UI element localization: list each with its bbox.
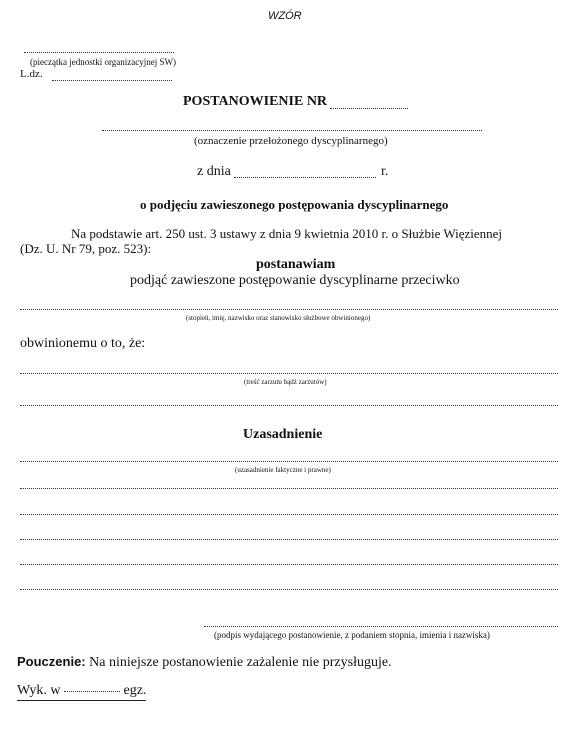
wzor-label: WZÓR: [268, 10, 302, 22]
signature-caption: (podpis wydającego postanowienie, z podaniem stopnia, imienia i nazwiska): [214, 630, 490, 640]
legal-basis-line-2: (Dz. U. Nr 79, poz. 523):: [20, 241, 152, 256]
stamp-dotted-line: [24, 52, 174, 53]
date-suffix: r.: [381, 164, 389, 179]
justification-dotted-line-3: [20, 514, 558, 515]
signature-dotted-line: [204, 626, 558, 627]
decision-title: POSTANOWIENIE NR: [183, 94, 328, 109]
justification-dotted-line-5: [20, 564, 558, 565]
superior-dotted-line: [102, 130, 482, 131]
accused-label: obwinionemu o to, że:: [20, 336, 146, 351]
justification-dotted-line-1: [20, 461, 558, 462]
justification-dotted-line-6: [20, 589, 558, 590]
justification-dotted-line-4: [20, 539, 558, 540]
justification-dotted-line-2: [20, 488, 558, 489]
instruction-text: Na niniejsze postanowienie zażalenie nie przysługuje.: [89, 655, 392, 670]
person-dotted-line: [20, 309, 558, 310]
date-prefix: z dnia: [197, 164, 231, 179]
charge-caption: (treść zarzutu bądź zarzutów): [244, 378, 327, 386]
stamp-caption: (pieczątka jednostki organizacyjnej SW): [30, 57, 177, 67]
ldz-label: L.dz.: [20, 68, 43, 80]
justification-caption: (uzasadnienie faktyczne i prawne): [235, 466, 331, 474]
subject-line: o podjęciu zawieszonego postępowania dyscyplinarnego: [140, 197, 449, 212]
decision-number-line: [330, 108, 408, 109]
instruction-label: Pouczenie:: [17, 654, 86, 669]
copies-dots: [64, 691, 120, 692]
copies-suffix: egz.: [123, 683, 147, 698]
charge-dotted-line-2: [20, 405, 558, 406]
ldz-dotted-line: [52, 80, 172, 81]
copies-prefix: Wyk. w: [17, 683, 61, 698]
charge-dotted-line-1: [20, 373, 558, 374]
justification-heading: Uzasadnienie: [243, 427, 323, 442]
decision-word: postanawiam: [256, 257, 336, 272]
superior-caption: (oznaczenie przełożonego dyscyplinarnego): [194, 135, 388, 147]
date-dotted-line: [234, 177, 376, 178]
person-caption: (stopień, imię, nazwisko oraz stanowisko służbowe obwinionego): [186, 314, 371, 322]
legal-basis-line-1: Na podstawie art. 250 ust. 3 ustawy z dnia 9 kwietnia 2010 r. o Służbie Więziennej: [71, 226, 503, 241]
copies-line: [17, 683, 146, 701]
instruction-line: [17, 654, 392, 671]
decision-text: podjąć zawieszone postępowanie dyscyplinarne przeciwko: [130, 273, 460, 288]
